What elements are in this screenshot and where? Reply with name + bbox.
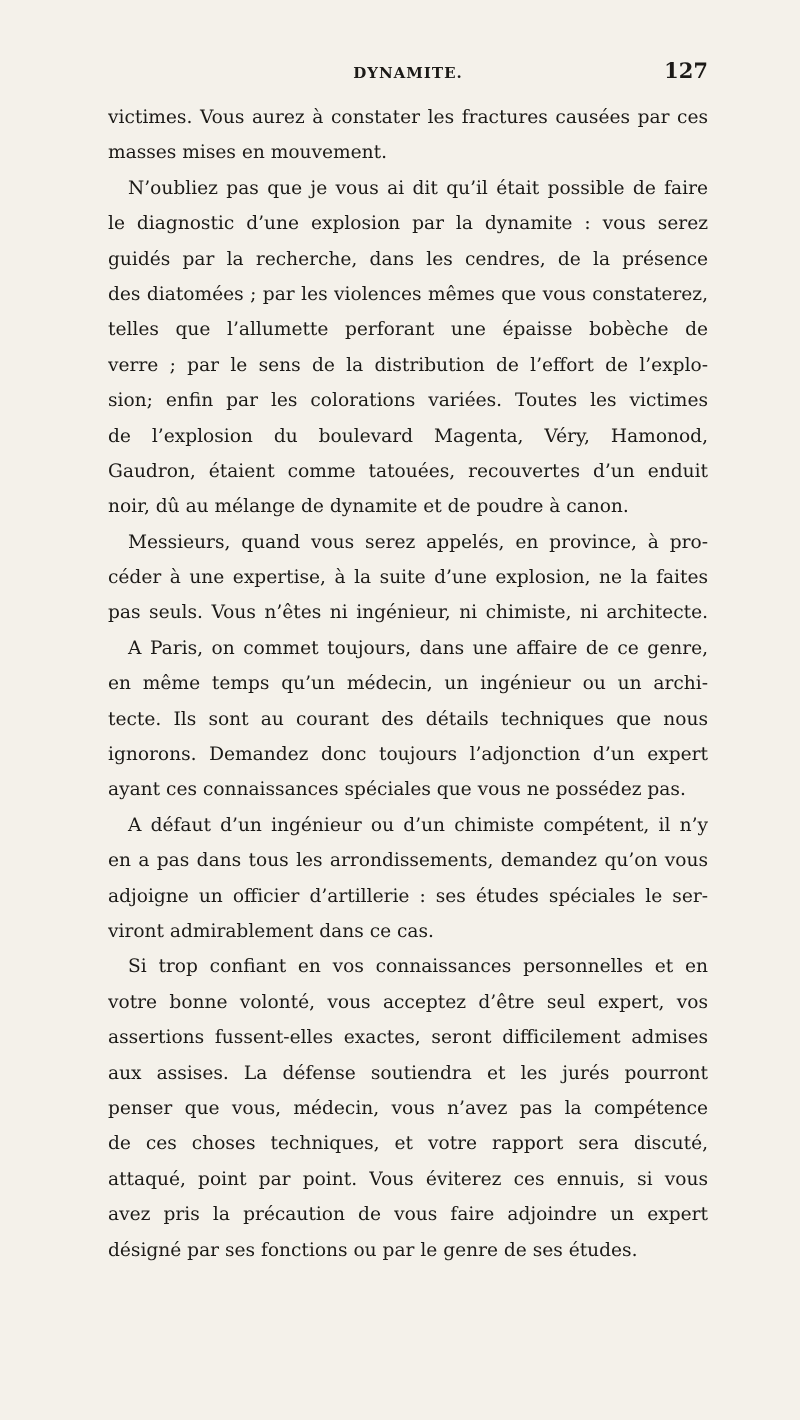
text-line: adjoigne un officier d’artillerie : ses études spéciales le ser-: [108, 885, 708, 907]
text-line: ayant ces connaissances spéciales que vous ne possédez pas.: [108, 779, 686, 801]
text-line: penser que vous, médecin, vous n’avez pas la compétence: [108, 1097, 708, 1119]
text-line: votre bonne volonté, vous acceptez d’être seul expert, vos: [108, 991, 708, 1013]
text-line: des diatomées ; par les violences mêmes que vous constaterez,: [108, 283, 708, 305]
running-title: DYNAMITE.: [353, 64, 463, 82]
text-line: désigné par ses fonctions ou par le genre de ses études.: [108, 1239, 638, 1261]
text-line: en même temps qu’un médecin, un ingénieur ou un archi-: [108, 673, 708, 695]
text-line: de ces choses techniques, et votre rapport sera discuté,: [108, 1133, 708, 1155]
text-line: ignorons. Demandez donc toujours l’adjonction d’un expert: [108, 744, 708, 766]
text-line: avez pris la précaution de vous faire adjoindre un expert: [108, 1204, 708, 1226]
text-line: attaqué, point par point. Vous éviterez ces ennuis, si vous: [108, 1168, 708, 1190]
text-line: le diagnostic d’une explosion par la dynamite : vous serez: [108, 213, 708, 235]
text-line: assertions fussent-elles exactes, seront difficilement admises: [108, 1027, 708, 1049]
text-line: A Paris, on commet toujours, dans une affaire de ce genre,: [128, 637, 708, 659]
text-line: guidés par la recherche, dans les cendres, de la présence: [108, 248, 708, 270]
text-line: Si trop confiant en vos connaissances personnelles et en: [128, 956, 708, 978]
text-line: noir, dû au mélange de dynamite et de poudre à canon.: [108, 496, 629, 518]
text-line: verre ; par le sens de la distribution de l’effort de l’explo-: [108, 354, 708, 376]
text-line: A défaut d’un ingénieur ou d’un chimiste compétent, il n’y: [128, 814, 708, 836]
text-line: pas seuls. Vous n’êtes ni ingénieur, ni chimiste, ni architecte.: [108, 602, 708, 624]
running-head: [108, 58, 708, 88]
text-line: tecte. Ils sont au courant des détails techniques que nous: [108, 708, 708, 730]
text-line: de l’explosion du boulevard Magenta, Véry, Hamonod,: [108, 425, 708, 447]
text-line: en a pas dans tous les arrondissements, demandez qu’on vous: [108, 850, 708, 872]
text-line: victimes. Vous aurez à constater les fractures causées par ces: [108, 107, 708, 128]
text-line: Gaudron, étaient comme tatouées, recouvertes d’un enduit: [108, 460, 708, 482]
text-line: sion; enfin par les colorations variées. Toutes les victimes: [108, 390, 708, 412]
text-line: telles que l’allumette perforant une épaisse bobèche de: [108, 319, 708, 341]
body-text: [108, 100, 708, 1268]
text-line: céder à une expertise, à la suite d’une explosion, ne la faites: [108, 567, 708, 589]
text-line: aux assises. La défense soutiendra et les jurés pourront: [108, 1062, 708, 1084]
page-number: 127: [664, 58, 708, 83]
text-line: N’oubliez pas que je vous ai dit qu’il était possible de faire: [128, 177, 708, 199]
text-line: Messieurs, quand vous serez appelés, en province, à pro-: [128, 531, 708, 553]
text-line: viront admirablement dans ce cas.: [108, 920, 434, 942]
text-line: masses mises en mouvement.: [108, 142, 388, 164]
